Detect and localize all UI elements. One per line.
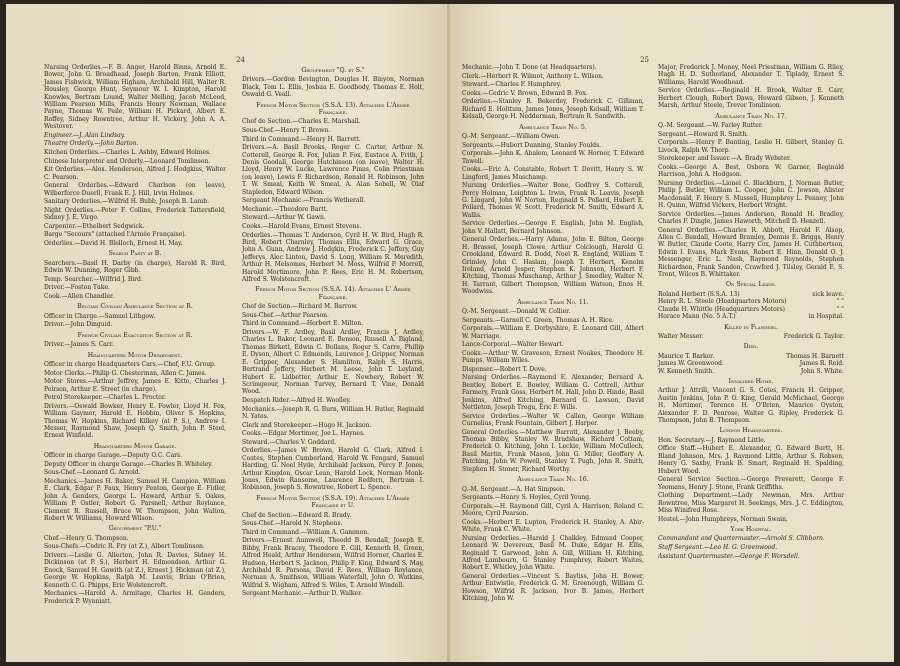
right-page: [450, 4, 894, 662]
name: Roland Herbert (S.S.A. 13): [658, 290, 740, 298]
section-heading: York Hospital.: [730, 526, 772, 533]
para: Sous-Chef.—Leonard G. Arnold.: [44, 469, 141, 477]
section-heading: French Motor Section (S.S.A. 19). Attached L'Armée Française et U.: [256, 494, 410, 510]
book-spread: [6, 4, 894, 662]
para: Officer in charge Headquarters Cars.—Chef, F.U. Group.: [44, 361, 216, 369]
para: Corporals.—William E. Dorbyshire, E. Leonard Gill, Albert W. Marriage.: [462, 325, 644, 340]
para: Searchers.—Basil H. Darby (in charge), Harold R. Bird, Edwin W. Dunning, Roger Gibb.: [44, 259, 226, 275]
para: Mechanics.—Joseph R. G. Burn, William H. Butler, Reginald N. Yates.: [242, 405, 424, 420]
para: Driver.—John Dinguid.: [44, 321, 113, 329]
para: Mechanics.—James H. Baker, Samuel H. Campion, William E. Clark, Edgar P. Faux, Henry Penton, George E. Fidler, John A. Genders, George L. Haward, Arthur S. Oakes, William P. Ostler, Robert G. Parsnell, Arthur Roylance, Clement R. Russell, Bruce W. Thompson, John Walton, Robert W. Williams, Howard Wilson.: [44, 478, 226, 523]
name: Henry R. L. Steele (Headquarters Motors): [658, 298, 787, 306]
para: Cooks.—Arthur W. Graveson, Ernest Noakes, Theodore H. Pumps, William Wiles.: [462, 349, 644, 365]
para: Orderlies.—David H. Blelloch, Ernest H. May.: [44, 240, 183, 247]
para: Officer in charge Garage.—Deputy O.C. Cars.: [44, 452, 183, 460]
note: in Hospital.: [808, 313, 844, 321]
section-heading: Groupement "P.U.": [108, 525, 162, 533]
para: Despatch Rider.—Alfred H. Woolley.: [242, 396, 351, 404]
para: Sanitary Orderlies.—Wilfrid H. Bubb, Joseph B. Lamb.: [44, 198, 209, 206]
para: Cooks.—Eric A. Constable, Robert T. Devitt, Henry S. W. Lingford, James Muschamp.: [462, 166, 644, 181]
para: Nursing Orderlies.—Lionel C. Blackburn, J. Norman Butler, Philip J. Butler, William L. Cooper, John C. Jewson, Alister Macdonald, F. Henry S. Mussell, Humphrey L. Penney, John H. Quinn, Wilfrid Vickers, Herbert Wright.: [658, 179, 844, 210]
para: Sous-Chef.—Henry T. Brown.: [242, 127, 331, 135]
para: Arthur J. Attrill, Vincent G. S. Cotes, Francis H. Gripper, Austin Jenkins, John P. O. King, Gerald McMichael, George H. Mortimer, Terence H. O'Brien, Maurice Oyston, Alexander F. D. Penrose, Walter G. Ripley, Frederick G. Thompson, John B. Thompson.: [658, 387, 844, 424]
para: Q.-M. Sergeant.—W. Farley Rutter.: [658, 122, 763, 130]
para: General Orderlies.—Harry Adams, John E. Bilton, George H. Brassel, Joseph Clowe, Arthur Colclough, Harold G. Crookland, Edward R. Dodd, Noel R. England, William T. Grimley, John C. Haslam, Joseph T. Herbert, Kenelm Ireland, Arnold Jesper, Stephen K. Johnson, Herbert F. Kitching, Thomas Muschamp, Arthur J. Smedley, Walter N. H. Tarrant, Gilbert Thompson, William Watson, Enos H. Woodwiss.: [462, 236, 644, 296]
para: Steward.—Charles V. Goddard.: [242, 438, 337, 446]
para: Corporals.—John K. Abalem, Leonard W. Horner, T. Edward Tawell.: [462, 150, 644, 165]
para: Petrol Storekeeper.—Charles L. Proctor.: [44, 394, 167, 402]
para: Sergeants.—Henry S. Hoyles, Cyril Young.: [462, 494, 592, 502]
para: Temp. Searcher.—Wilfrid J. Bird.: [44, 275, 143, 283]
para: Hon. Secretary.—J. Raymond Little.: [658, 436, 766, 444]
para: Drivers.—Leslie G. Allerton, John R. Davies, Sidney H. Dickinson (at P. S.), Herbert H. Edmondson, Arthur G. Enock, Samuel H. Gawith (at Z.), Ernest J. Hickman (at Z.), George W. Hopkins, Ralph M. Leavis, Brian O'Brien, Kenneth C. G. Phipps, Eric Wolstencroft.: [44, 552, 226, 589]
name: James R. Reid.: [799, 360, 844, 368]
section-heading: Ambulance Train No. 16.: [517, 476, 589, 484]
para: Cooks.—Herbert E. Lupton, Frederick H. Stanley, A. Abir-White, Frank C. White.: [462, 518, 644, 534]
para: Cooks.—Edgar Mortimer, Joe L. Haynes.: [242, 430, 365, 438]
section-heading: Headquarters Motor Department.: [87, 351, 183, 359]
para: Chef.—Henry G. Thompson.: [44, 534, 129, 542]
para: Steward.—Charles F. Humphrey.: [462, 81, 562, 89]
para: General Orderlies.—Charles R. Abbott, Harold F. Alsop, Allen C. Bendall, Howard Bramley, Dennis E. Briggs, Henry W. Butler, Claude Coote, Harry Cox, James H. Cuthbertson, Edwin I. Evans, Mark Evans, Robert E. Hinn, Donald O. J. Messenger, Eric L. Nash, Raymond Reynolds, Stephen Richardson, Frank Sandon, Crawford J. Tilsley, Gerald E. S. Trent, Wilcox B. Whittaker.: [658, 226, 844, 279]
para: Nursing Orderlies.—Harold J. Chalkley, Edmund Cooper, Leonard W. Devereux, Basil M. Duke, Edgar H. Ellis, Reginald T. Garwood, John A. Gill, William H. Kitching, Alfred Lambourn, G. Stanley Pumphrey, Robert Waites, Robert E. Whitley, John White.: [462, 534, 644, 572]
para: Storekeeper and Issuer.—A. Brady Webster.: [658, 155, 792, 163]
para: Clerk and Storekeeper.—Hugo H. Jackson.: [242, 421, 372, 429]
para: Corporals.—H. Raymond Gill, Cyril A. Harrison, Roland C. Moore, Cyril Pearson.: [462, 502, 644, 518]
para: Cook.—Allen Chandler.: [44, 293, 115, 300]
para: Sergeants.—Hubert Dunning, Stanley Foulds.: [462, 141, 602, 149]
para: Orderlies.—James W. Brown, Harold G. Clark, Alfred I. Coates, Stephen Cumberland, Harold W. Fengard, Samuel Harding, G. Noel Hyde, Archibald Jackson, Percy P. Jones, Arthur Kingdon, Oscar Lean, Harold Lock, Norman Monk-Jones, Edwin Ransome, Laurence Redfern, Bertram I. Robinson, Joseph S. Rowntree, Robert L. Spence.: [242, 447, 424, 492]
column-2: [242, 64, 424, 599]
para: General Orderlies.—Edward Charlson (on leave), Wilberforce Duerll, Frank E. J. Hill, Irvin Holmes.: [44, 182, 226, 197]
name: John S. White.: [800, 367, 844, 375]
section-heading: Invalided Home.: [728, 377, 774, 385]
section-heading: On Special Leave.: [725, 281, 777, 289]
para: Dispenser.—Robert T. Dove.: [462, 365, 547, 373]
name-row: [658, 333, 844, 340]
para: General Orderlies.—Vincent S. Bayliss, John H. Bower, Arthur Entwistle, Frederick G. M. Greenough, William G. Howson, Wilfrid R. Jackson, Ivor B. James, Herbert Kitching, John W.: [462, 572, 644, 603]
para: Carpenter.—Ethelbert Sedgwick.: [44, 222, 145, 230]
para: Chef de Section.—Charles E. Marshall.: [242, 118, 361, 126]
para: Mechanic.—Theodore Bartt.: [242, 205, 328, 213]
section-heading: Ambulance Train No. 11.: [517, 298, 589, 306]
para: Kitchen Orderlies.—Charles L. Ashby, Edward Holmes.: [44, 149, 212, 157]
name: Claude H. Whittle (Headquarters Motors): [658, 305, 786, 313]
section-heading: French Civilian Evacuation Section at R.: [77, 331, 193, 339]
para: Third in Command.—Herbert E. Milton.: [242, 320, 364, 328]
para: Orderlies.—Thomas T. Anderson, Cyril H. W. Bird, Hugh R. Bird, Robert Charnley, Thomas Ellis, Edward G. Grace, John A. Gunn, Andrew J. Hodgkin, Frederick C. Jeffery, Guy Jefferys, Alec Linton, David S. Long, William R. Meredith, Arthur H. Melsomes, Herbert M. Moss, Wilfrid P. Morrell, Harold Mortimore, John P. Rees, Eric H. M. Robertson, Alfred S. Wolstencroft.: [242, 231, 424, 284]
leave-row: [658, 291, 844, 298]
para: Drivers.—W. F. Ardley, Basil Ardley, Francis J. Ardley, Charles L. Baker, Leonard E. Benson, Russell A. Bigland, Thomas Birkett, Edwin C. Bollans, Roger S. Carre, Phillip E. Dyson, Albert C. Edmonds, Laurence J. Gripper, Norman E. Gripper, Alexander S. Hamilton, Ralph S. Harris, Bertrand Jeffery, Herbert M. Leese, John T. Leyland, Hubert E. Lidbetter, Arthur E. Newbery, Robert W. Scrimgeour, Norman Turvey, Bernard T. Vine, Donald Wood.: [242, 329, 424, 396]
para: Third in Command.—William A. Gammon.: [242, 528, 370, 536]
para: Barge "Secours" (attached l'Armée Française).: [44, 231, 187, 239]
column-3: [462, 64, 644, 604]
page-number-left: 24: [236, 56, 245, 64]
para: Q.-M. Sergeant.—A. Hat Simpson.: [462, 485, 566, 493]
para: Office Staff.—Hubert E. Alexander, G. Edward Burtt, H. Bland Johnson, Mrs. J. Raymond Little, Arthur S. Robson, Henry G. Saxby, Frank B. Smart, Reginald H. Spalding, Hubert Wood.: [658, 445, 844, 475]
leave-row: [658, 298, 844, 305]
para: Service Orderlies.—Reginald H. Brook, Walter E. Carr, Herbert Clough, Robert Daws, Howard Gibson, J. Kenneth Marsh, Arthur Steele, Trevor Tomlinson.: [658, 87, 844, 110]
para: Cooks.—Harold Evans, Ernest Stevens.: [242, 223, 362, 231]
para: Driver.—James S. Carr.: [44, 341, 114, 349]
para: Sergeants.—Garnell C. Green, Thomas A. H. Rice.: [462, 316, 614, 324]
name: Walter Messer.: [658, 332, 704, 340]
para: Staff Sergeant.—Leo H. G. Greenwood.: [658, 544, 778, 551]
para: Sous-Chef.—Arthur Pearson.: [242, 311, 329, 319]
para: Nursing Orderlies.—F. B. Anger, Harold Binns, Arnold E. Bower, John G. Broadhead, Joseph Barton, Frank Elliott, James Fishwick, William Higham, Archibald Hill, Walter R. Housley, George Hunt, Seymour W. I. Kimpton, Harold Knowles, Bertram Lound, Walter Melling, Jacob McLeod, William Pearson Mills, Francis Henry Newman, Wallace Payne, Thomas W. Peile, William H. Pickard, Albert E. Roffey, Sidney Rowntree, Arthur H. Vickery, John A. A. Westover.: [44, 64, 226, 131]
para: Sous-Chefs.—Cedric R. Fry (at Z.), Albert Tomlinson.: [44, 543, 205, 551]
para: Theatre Orderly.—John Barton.: [44, 140, 139, 148]
name: Maurice T. Barker.: [658, 352, 715, 360]
para: Chef de Section.—Edward R. Brady.: [242, 511, 352, 519]
para: Officer in Charge.—Samuel Lithgow.: [44, 312, 156, 320]
note: sick leave.: [812, 290, 844, 298]
para: Q.-M. Sergeant.—Donald W. Collier.: [462, 308, 571, 316]
name: Horace Mann (No. 5 A.T.): [658, 313, 736, 321]
name-row: [658, 368, 844, 375]
para: Orderlies.—Stanley R. Bekerdey, Frederick C. Gillman, Richard E. Holttum, James Jones, Joseph Kelsall, William T. Kelsall, George H. Nedderman, Bertram R. Sandwith.: [462, 98, 644, 121]
para: Third in Command.—Henry H. Barrett.: [242, 135, 361, 143]
section-heading: Killed in Flanders.: [724, 323, 778, 331]
para: Sergeant Mechanic.—Francis Wetherall.: [242, 197, 366, 205]
para: Drivers.—Ernest Aumwell, Theodd B. Bendall, Joseph E. Bibby, Frank Bracey, Theodore E. Gill, Kenneth H. Green, Alfred Heald, Arthur Henderson, Wilfrid Horner, Charles E. Hudson, Herbert S. Jackson, Philip F. King, Edward S. May, Archibald R. Parsons, David F. Rees, William Roylance, Norman A. Smithson, William Waterfall, John O. Watkins, Wilfrid S. Wigham, Alfred S. Wiles, T. Arnold Windell.: [242, 537, 424, 589]
para: Clothing Department.—Lady Newman, Mrs. Arthur Rowntree, Miss Margaret H. Seekings, Mrs. J. C. Eddington, Miss Winifred Rose.: [658, 492, 844, 514]
name: Frederick G. Taylor.: [783, 332, 844, 340]
name: W. Kenneth Smith.: [658, 367, 715, 375]
section-heading: Belgian Civilian Ambulance Section at R.: [77, 303, 193, 311]
para: Steward.—Arthur W. Gawn.: [242, 214, 326, 222]
para: Cooks.—George A. Best, Osborn W. Garner, Reginald Harrison, John A. Hodgson.: [658, 163, 844, 179]
para: Nursing Orderlies.—Raymond E. Alexander, Bernard A. Bentley, Robert E. Bowley, William G. Cottrell, Arthur Farmery, Frank Goss, Herbert M. Hall, John D. Hinde, Basil Jenkins, Alfred Kitching, Bernard G. Lawson, David Nettleton, Joseph Tregu, Eric F. Wills.: [462, 374, 644, 412]
para: Nursing Orderlies.—Walter Bone, Godfrey S. Cotterell, Percy Holman, Leighton L. Irwin, Frank R. Leavis, Joseph G. Lingard, John W. Norton, Reginald S. Pollard, Hubert E. Pollard, Thomas W. Scott, Frederick M. Smith, Edward A. Wallis.: [462, 182, 644, 219]
para: Drivers.—Gordon Bevington, Douglas H. Binyon, Norman Black, Tom L. Ellis, Joshua E. Goodbody, Thomas E. Holt, Oswald G. Veall.: [242, 76, 424, 99]
leave-row: [658, 313, 844, 320]
section-heading: London Headquarters.: [719, 427, 783, 435]
para: Corporals.—Henry P. Banting, Leslie H. Gilbert, Stanley G. Livock, Ralph W. Thorp.: [658, 139, 844, 154]
leave-row: [658, 306, 844, 313]
para: Clerk.—Herbert R. Wilmot, Anthony L. Wilson.: [462, 72, 604, 80]
section-heading: Headquarters Motor Garage.: [93, 442, 177, 450]
para: General Service Section.—George Preverett, George F. Yeomans, Henry J. Stone, Frank Griffiths.: [658, 476, 844, 491]
para: Sergeant Mechanic.—Arthur D. Walker.: [242, 590, 363, 598]
para: Lance-Corporal.—Walter Hewart.: [462, 341, 564, 349]
para: Major, Frederick J. Money, Noel Priestman, William G. Riley, Hugh H. D. Sutherland, Alexander T. Tiplady, Ernest S. Williams, Harold Woodhead.: [658, 64, 844, 86]
column-4: [658, 64, 844, 561]
para: Motor Stores.—Arthur Jeffrey, James E. Kitto, Charles J. Peirson, Arthur E. Street (in charge).: [44, 378, 226, 393]
section-heading: French Motor Section (S.S.A. 13). Attached L'Armée Française.: [256, 101, 410, 117]
page-number-right: 25: [640, 56, 649, 64]
name: Thomas H. Barnett: [786, 352, 844, 360]
para: General Orderlies.—Matthew Barratt, Alexander J. Beeby, Thomas Bibby, Stanley W. Bradshaw, Richard Cottam, Frederick O. Kitching, John I. Leckie, William McCulloch, Basil Martin, Frank Mason, John G. Miller, Geoffery A. Patching, John W. Powell, Stanley T. Pugh, John R. Smith, Stephen H. Stoner, Richard Worthy.: [462, 428, 644, 473]
para: Driver.—Foston Tuke.: [44, 284, 110, 292]
para: Motor Clerks.—Philip G. Chesterman, Allen C. James.: [44, 369, 207, 377]
para: Cooks.—Cedric V. Brown, Edward B. Fox.: [462, 89, 588, 97]
name: James W. Greenwood.: [658, 360, 724, 368]
section-heading: Search Party at B.: [108, 250, 162, 258]
note: " ": [836, 298, 844, 306]
para: Service Orderlies.—Walter W. Callen, George William Curnelius, Frank Fountain, Gilbert J. Harper.: [462, 412, 644, 428]
section-heading: Ambulance Train No. 5.: [519, 123, 587, 131]
para: Chinese Interpreter and Orderly.—Leonard Tomlinson.: [44, 157, 211, 165]
para: Q.-M. Sergeant.—William Owen.: [462, 133, 561, 140]
para: Service Orderlies.—George F. English, John M. English, John V. Hallatt, Bernard Johnson.: [462, 220, 644, 235]
para: Kit Orderlies.—Alex. Henderson, Alfred J. Hodgkiss, Walter C. Pearson.: [44, 166, 226, 181]
section-heading: Ambulance Train No. 17.: [715, 112, 787, 120]
para: Drivers.—Oswald Bowker, Henry E. Fowler, Lloyd H. Fox, William Gaymer, Harold E. Hobbin, Oliver S. Hopkins, Thomas W. Hopkins, Richard Kilkey (at P. S.), Andrew I. Messer, Raymond Shaw, Joseph Q. Smith, John P. Steel, Ernest Winfield.: [44, 402, 226, 440]
para: Mechanics.—Harold A. Armitage, Charles H. Genders, Frederick P. Wynniatt.: [44, 590, 226, 605]
para: Sergeant.—Howard R. Smith.: [658, 130, 749, 138]
para: Assistant Quartermaster.—George F. Worsdell.: [658, 552, 800, 560]
name-row: [658, 360, 844, 367]
para: Mechanic.—John T. Done (at Headquarters).: [462, 64, 597, 71]
para: Hostel.—John Humphreys, Norman Swain.: [658, 515, 788, 523]
para: Sous-Chef.—Harold N. Stephens.: [242, 520, 343, 528]
section-heading: Groupement "Q. et S.": [301, 67, 365, 74]
section-heading: French Motor Section (S.S.A. 14). Attached L' Armée Française.: [255, 286, 411, 301]
para: Commandant and Quartermaster.—Arnold S. Clibborn.: [658, 535, 825, 543]
para: Chef de Section.—Richard M. Barrow.: [242, 303, 358, 311]
column-1: [44, 64, 226, 606]
note: " ": [836, 305, 844, 313]
name-row: [658, 353, 844, 360]
para: Engineer.—J. Alan Lindsay.: [44, 131, 126, 139]
para: Night Orderlies.—Peter F. Collins, Frederick Tattersfield, Sidney J. E. Virgo.: [44, 206, 226, 222]
section-heading: Died.: [743, 343, 759, 351]
para: Service Orderlies.—James Anderson, Ronald H. Bradley, Charles F. Dingle, James Haworth, Mitchell D. Henzell.: [658, 210, 844, 226]
para: Drivers.—A. Basil Brooks, Roger C. Carter, Arthur N. Cotterell, George R. Fox, Julian P. Fox, Eustace A. Frith, J. Denis Goodall, George Hutchinson (on leave), Walter H. Lloyd, Henry W. Lucke, Lawrence Pinns, Colin Priestman (on leave), Lewis F. Richardson, Ronald H. Robinson, John T. W. Smeal, Keith W. Smeal, A. Alan Sobell, W. Olaf Stapledon, Edward Wilson.: [242, 144, 424, 196]
para: Deputy Officer in charge Garage.—Charles B. Whiteley.: [44, 460, 213, 468]
left-page: [6, 4, 450, 662]
